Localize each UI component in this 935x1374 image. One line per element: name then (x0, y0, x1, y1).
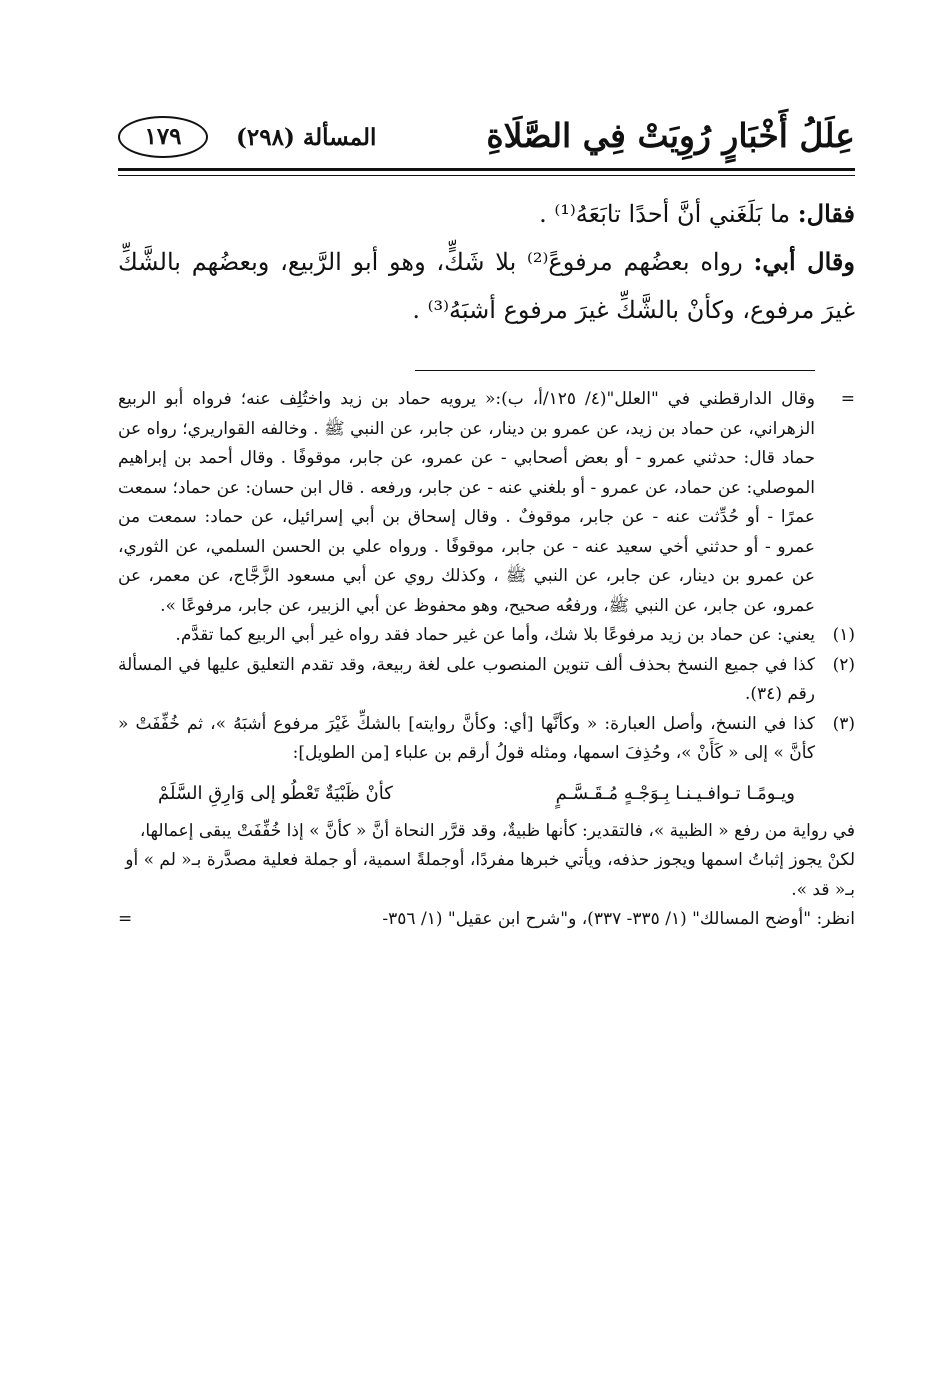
footnote-marker: (٢) (832, 654, 855, 675)
footnote-text: كذا في جميع النسخ بحذف ألف تنوين المنصوب على لغة ربيعة، وقد تقدم التعليق عليها في المسألة رقم (٣٤). (118, 654, 815, 704)
main-line-text: رواه بعضُهم مرفوعً⁽²⁾ بلا شَكٍّ، وهو أبو الرَّبيع، وبعضُهم بالشَّكِّ غيرَ مرفوع، وكأنْ بالشَّكِّ غيرَ مرفوع أشبَهُ⁽³⁾ . (118, 248, 855, 324)
footnote-text: كذا في النسخ، وأصل العبارة: « وكأنَّها [أي: وكأنَّ روايته] بالشكِّ غَيْرَ مرفوع أشبَهُ »، ثم خُفِّفَتْ « كأنَّ » إلى « كَأَنْ »، وحُذِفَ اسمها، ومثله قولُ أرقم بن علباء [من الطويل]: (118, 713, 815, 763)
footnote-3-continued (118, 817, 855, 906)
page-header (118, 112, 855, 164)
header-rule-thin (118, 175, 855, 176)
main-text (118, 190, 855, 334)
header-rule-thick (118, 168, 855, 171)
footnote-text: وقال الدارقطني في "العلل"(٤/ ١٢٥/أ، ب):« يرويه حماد بن زيد واختُلِف عنه؛ فرواه أبو الربيع الزهراني، عن حماد بن زيد، عن عمرو بن دينار، عن جابر، عن النبي ﷺ . وخالفه القواريري؛ رواه عن حماد قال: حدثني عمرو - أو بعض أصحابي - عن عمرو، عن جابر، موقوفًا . وقال أحمد بن إبراهيم الموصلي: عن حماد، عن عمرو - أو بلغني عنه - عن جابر، ورفعه . قال ابن حسان: عن حماد؛ سمعت عمرًا - أو حُدِّثت عنه - عن جابر، موقوفٌ . وقال إسحاق بن أبي إسرائيل، عن حماد: سمعت من عمرو - أو حدثني أخي سعيد عنه - عن جابر، موقوفًا . ورواه علي بن الحسن السلمي، عن الثوري، عن عمرو بن دينار، عن جابر، عن النبي ﷺ ، وكذلك روي عن أبي مسعود الزَّجَّاج، عن معمر، عن عمرو، عن جابر، عن النبي ﷺ، ورفعُه صحيح، وهو محفوظ عن أبي الزبير، عن جابر، مرفوعًا ». (118, 389, 815, 616)
poem-verse (118, 769, 855, 817)
footnote-final-line (118, 905, 855, 935)
footnote-marker: (٣) (832, 713, 855, 734)
page-number: ١٧٩ (118, 116, 208, 158)
verse-second-hemistich: كأنْ ظَبْيَةٌ تَعْطُو إلى وَارِقِ السَّلَمْ (158, 782, 393, 804)
main-paragraph-2 (118, 238, 855, 334)
footnote-3 (118, 710, 855, 769)
main-paragraph-1 (118, 190, 855, 238)
main-line-text: ما بَلَغَني أنَّ أحدًا تابَعَهُ⁽¹⁾ . (539, 200, 791, 228)
continuation-marker: = (840, 389, 855, 409)
footnote-2 (118, 651, 855, 710)
issue-label: المسألة (٢٩٨) (236, 124, 377, 151)
continuation-marker: = (118, 909, 133, 929)
footnote-separator (415, 370, 815, 371)
verse-first-hemistich: ويـومًـا تـوافـيـنـا بِـوَجْـهٍ مُـقَـسَّـمٍ (555, 782, 795, 804)
speaker-label: وقال أبي: (753, 247, 855, 276)
speaker-label: فقال: (797, 199, 855, 228)
book-title: عِلَلُ أَخْبَارٍ رُوِيَتْ فِي الصَّلَاةِ (486, 116, 855, 155)
footnote-marker: (١) (832, 625, 855, 645)
footnote-1 (118, 621, 855, 651)
footnote-text: في رواية من رفع « الظبية »، فالتقدير: كأنها ظبيةٌ، وقد قرَّر النحاة أنَّ « كأنَّ » إذا خُفِّفَتْ يبقى إعمالها، لكنْ يجوز إثباتُ اسمها ويجوز حذفه، ويأتي خبرها مفردًا، أوجملةً اسمية، أو جملة فعلية مصدَّرة بـ« لم » أو بـ« قد ». (125, 820, 855, 900)
footnote-continuation (118, 385, 855, 621)
footnotes (118, 385, 855, 935)
footnote-text: يعني: عن حماد بن زيد مرفوعًا بلا شك، وأما عن غير حماد فقد رواه غير أبي الربيع كما تقدَّم. (175, 625, 815, 645)
footnote-text: انظر: "أوضح المسالك" (١/ ٣٣٥- ٣٣٧)، و"شرح ابن عقيل" (١/ ٣٥٦- (382, 909, 855, 929)
